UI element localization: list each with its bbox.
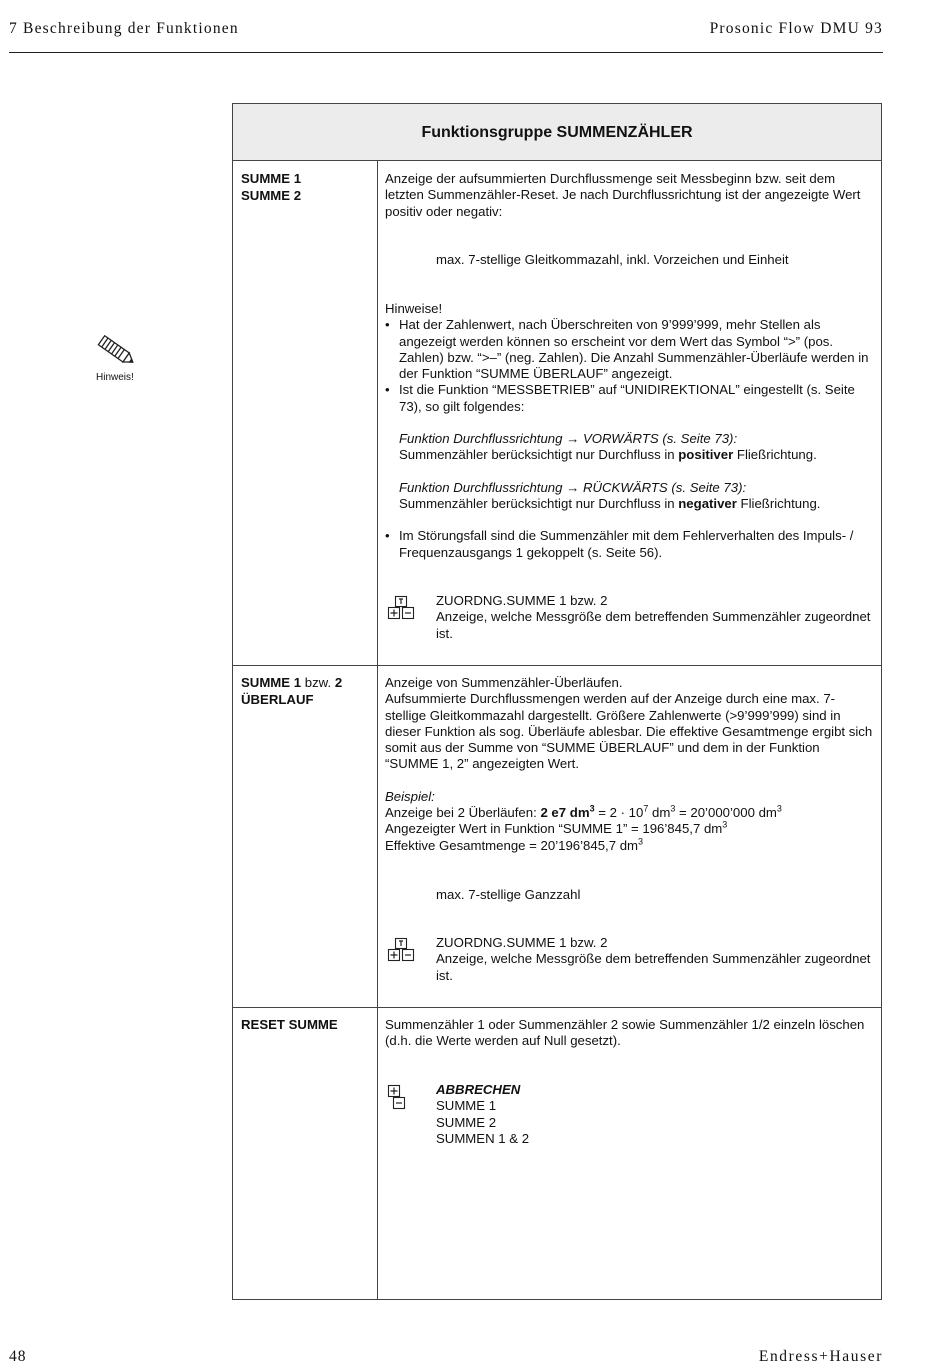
option-item: SUMME 2 [436,1114,497,1130]
reverse-title: Funktion Durchflussrichtung → RÜCKWÄRTS (s. Seite 73): [399,479,747,495]
forward-direction-note [385,431,875,464]
reset-options [436,1082,529,1147]
reverse-direction-note [385,480,875,513]
function-name-ueberlauf [241,675,342,708]
note-item: • Im Störungsfall sind die Summenzähler mit dem Fehlerverhalten des Impuls- / Frequenzausgangs 1 gekoppelt (s. Seite 56). [385,528,875,561]
assign-title: ZUORDNG.SUMME 1 bzw. 2 [436,935,608,950]
assign-description: Anzeige, welche Messgröße dem betreffenden Summenzähler zugeordnet ist. [436,951,871,983]
header-rule [9,52,883,53]
header-product: Prosonic Flow DMU 93 [709,20,883,37]
example-title: Beispiel: [385,788,435,804]
footer-brand: Endress+Hauser [758,1348,883,1365]
table-title: Funktionsgruppe SUMMENZÄHLER [233,104,881,161]
function-name-line: SUMME 1 bzw. 2 [241,675,343,690]
summe-format: max. 7-stellige Gleitkommazahl, inkl. Vorzeichen und Einheit [436,252,789,267]
example-line-2: Angezeigter Wert in Funktion “SUMME 1” = 196’845,7 $dm^3$ [385,819,728,837]
note-item: • Hat der Zahlenwert, nach Überschreiten von 9’999’999, mehr Stellen als angezeigt werden können so erscheint vor dem Wert das Symbol “>” (pos. Zahlen) bzw. “>–” (neg. Zahlen). Die Anzahl Summenzähler-Überläufe werden in der Funktion “SUMME ÜBERLAUF” angezeigt. [385,317,875,382]
plus-minus-enter-keys-icon [385,937,419,963]
function-name-line: SUMME 1 [241,171,302,186]
column-divider [377,160,378,1299]
notes-title: Hinweise! [385,301,443,316]
row-divider [233,1007,881,1008]
function-name-line: ÜBERLAUF [241,691,314,707]
summe-assign [436,593,876,642]
example-line-3: Effektive Gesamtmenge = 20’196’845,7 $dm^3$ [385,836,644,853]
function-name-summe [241,171,301,204]
plus-minus-keys-icon [385,1084,411,1112]
header-chapter: 7 Beschreibung der Funktionen [9,20,239,37]
option-item: SUMMEN 1 & 2 [436,1130,530,1146]
page-number: 48 [9,1348,27,1365]
hinweis-label: Hinweis! [96,372,134,383]
pencil-note-icon [92,333,140,369]
ueberlauf-desc-line: Anzeige von Summenzähler-Überläufen. [385,675,623,690]
reset-description: Summenzähler 1 oder Summenzähler 2 sowie Summenzähler 1/2 einzeln löschen (d.h. die Werte werden auf Null gesetzt). [385,1017,865,1049]
note-item: • Ist die Funktion “MESSBETRIEB” auf “UNIDIREKTIONAL” eingestellt (s. Seite 73), so gilt folgendes: [385,382,875,415]
forward-text: Summenzähler berücksichtigt nur Durchfluss in positiver Fließrichtung. [399,447,817,463]
reverse-text: Summenzähler berücksichtigt nur Durchfluss in negativer Fließrichtung. [399,495,821,511]
option-default: ABBRECHEN [436,1082,521,1097]
function-table [232,103,882,1300]
summe-description: Anzeige der aufsummierten Durchflussmenge seit Messbeginn bzw. seit dem letzten Summenzähler-Reset. Je nach Durchflussrichtung ist der angezeigte Wert positiv oder negativ: [385,171,861,219]
assign-description: Anzeige, welche Messgröße dem betreffenden Summenzähler zugeordnet ist. [436,609,871,641]
ueberlauf-format: max. 7-stellige Ganzzahl [436,887,581,902]
summe-notes [385,301,875,561]
example-line-1: Anzeige bei 2 Überläufen: 2 e7 $dm^3 = 2 \cdot 10^7$ $dm^3$ = 20’000’000 $dm^3$ [385,803,782,821]
option-item: SUMME 1 [436,1098,497,1114]
row-divider [233,665,881,666]
function-name-reset: RESET SUMME [241,1017,338,1032]
function-name-line: SUMME 2 [241,187,302,203]
forward-title: Funktion Durchflussrichtung → VORWÄRTS (s. Seite 73): [399,431,738,447]
ueberlauf-assign [436,935,876,984]
ueberlauf-description [385,675,875,854]
plus-minus-enter-keys-icon [385,595,419,621]
assign-title: ZUORDNG.SUMME 1 bzw. 2 [436,593,608,608]
ueberlauf-desc-text: Aufsummierte Durchflussmengen werden auf der Anzeige durch eine max. 7-stellige Gleitkommazahl dargestellt. Größere Zahlenwerte (>9’999’999) sind in dieser Funktion als sog. Überläufe ablesbar. Die effektive Gesamtmenge ergibt sich somit aus der Summe von “SUMME ÜBERLAUF” und dem in der Funktion “SUMME 1, 2” angezeigten Wert. [385,691,873,772]
